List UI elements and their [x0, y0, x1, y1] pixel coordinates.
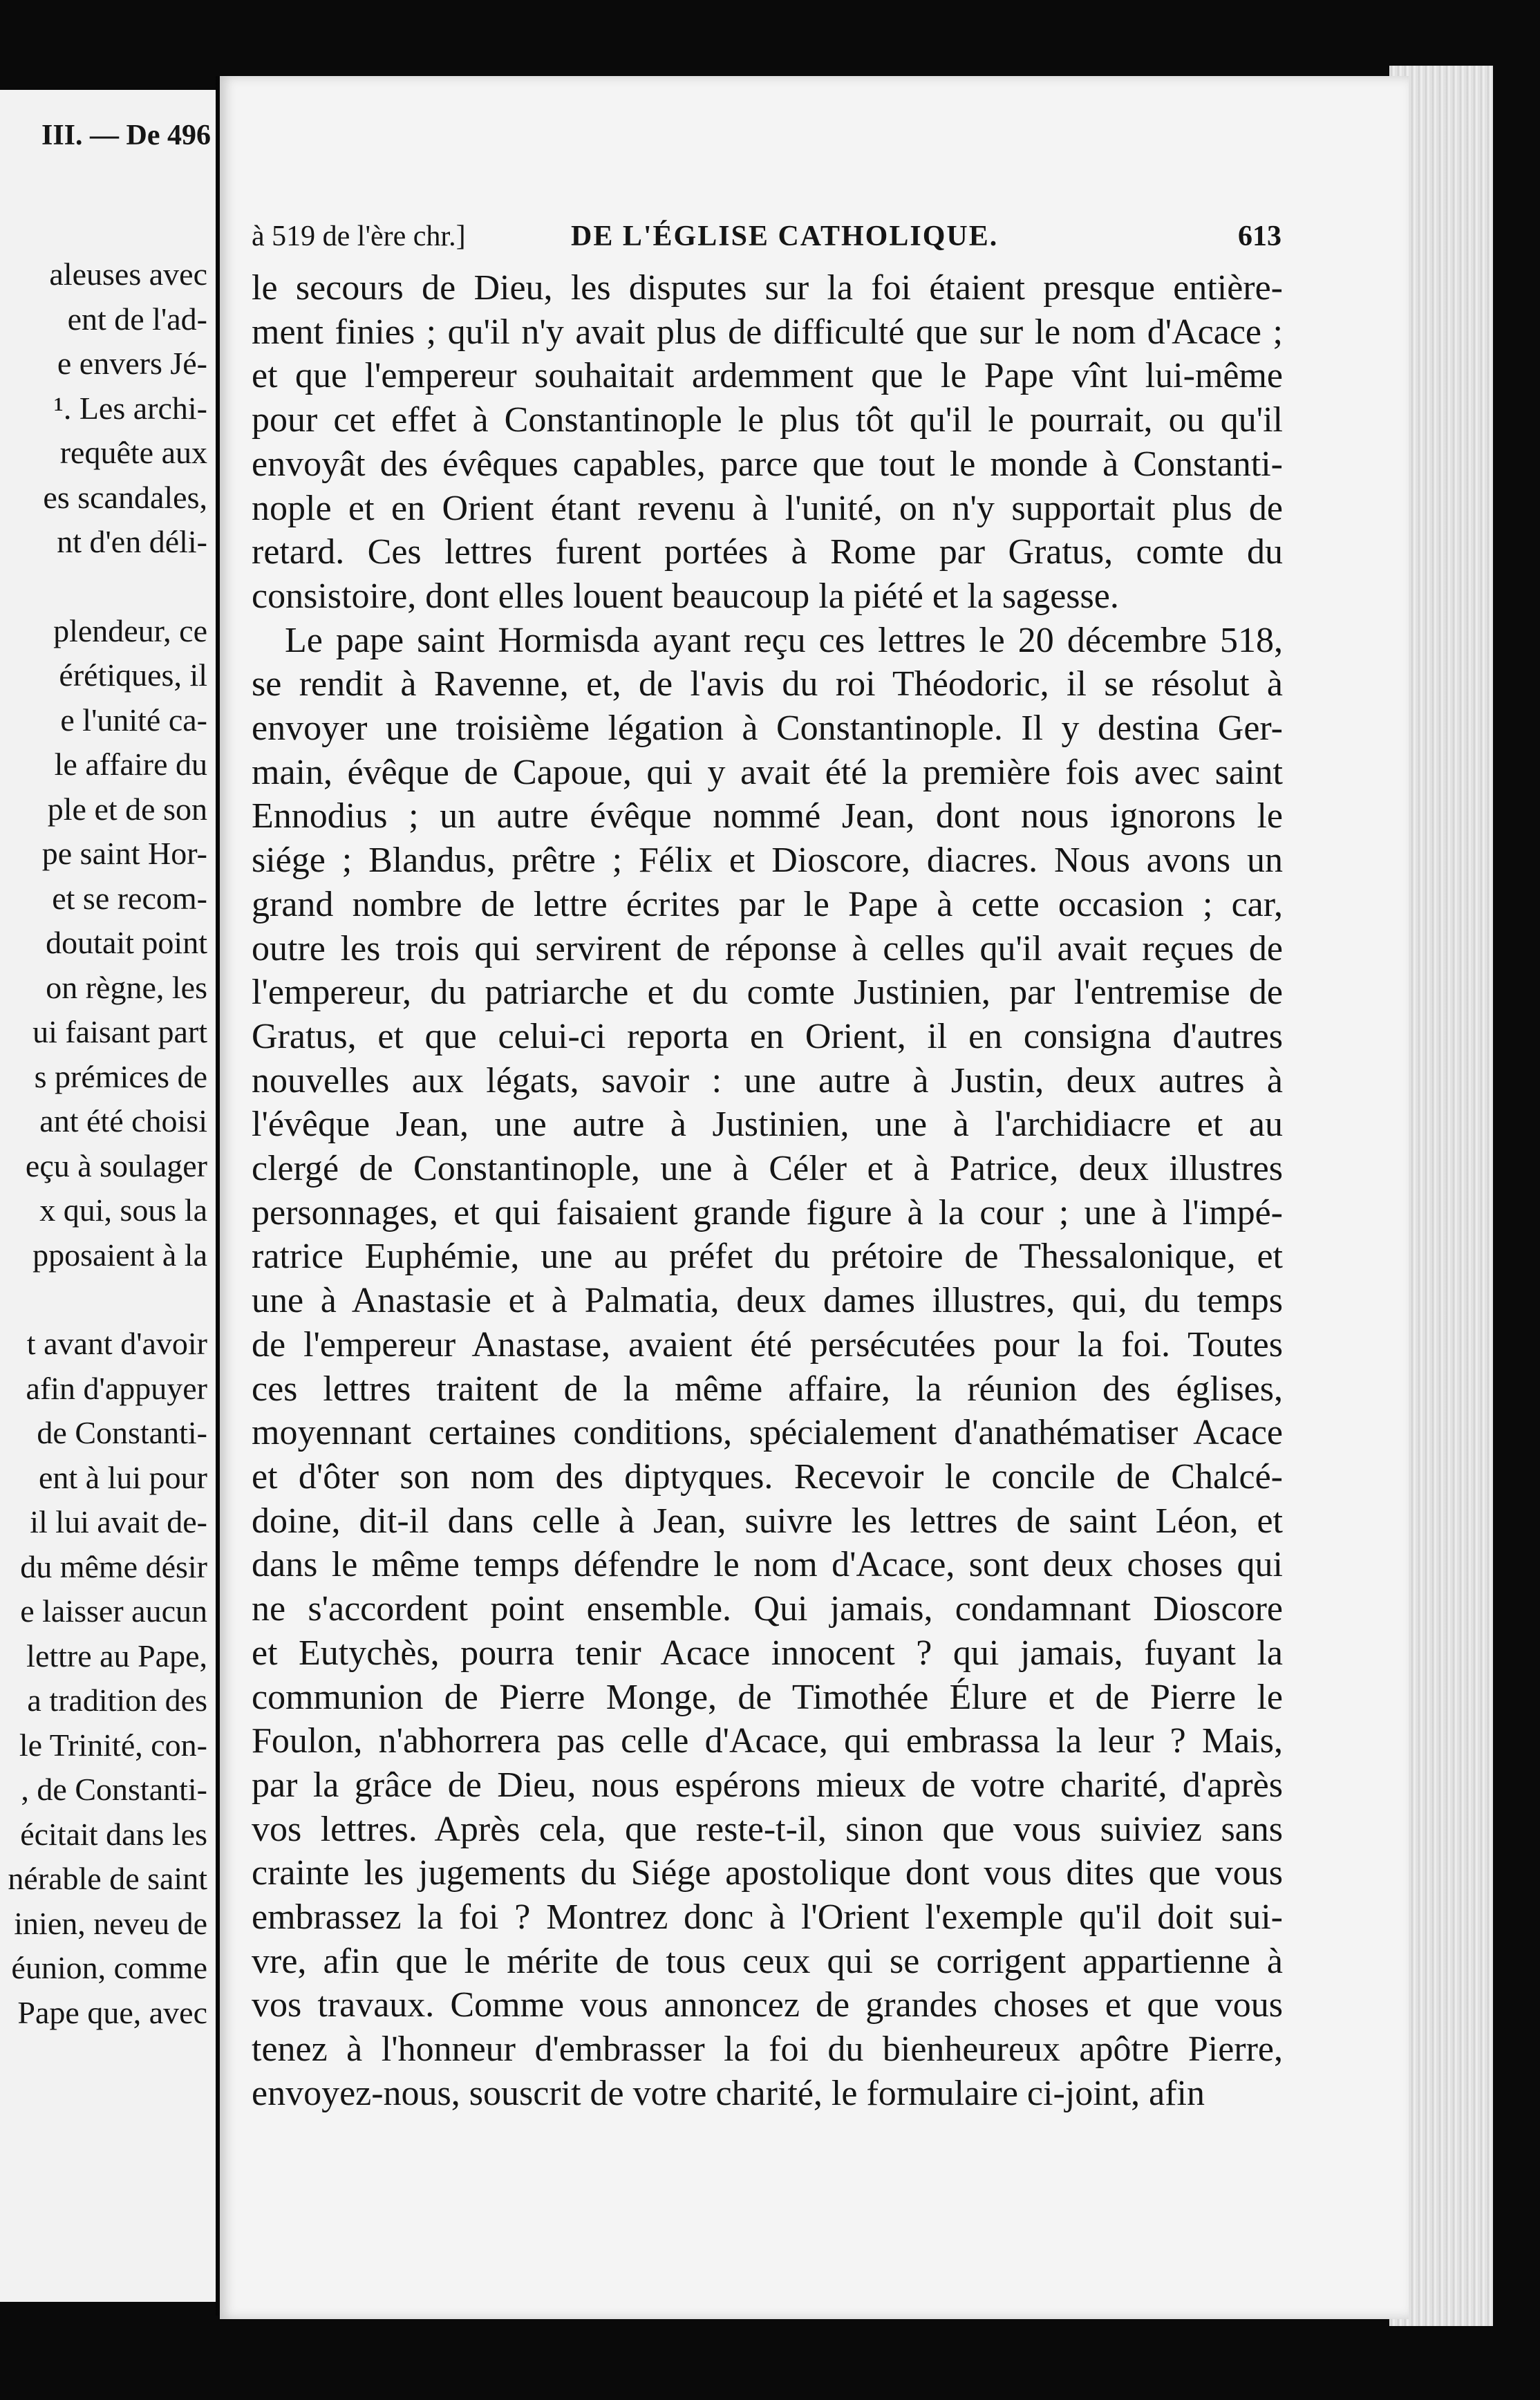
- text-line: communion de Pierre Monge, de Timothée Élure et de Pierre le: [252, 1677, 1283, 1717]
- running-head-date-range: à 519 de l'ère chr.]: [252, 221, 466, 252]
- text-line: e laisser aucun: [20, 1593, 207, 1629]
- text-line: plendeur, ce: [53, 612, 207, 648]
- running-head-title: DE L'ÉGLISE CATHOLIQUE.: [571, 221, 999, 252]
- text-line: grand nombre de lettre écrites par le Pape à cette occasion ; car,: [252, 884, 1283, 924]
- text-line: ant été choisi: [39, 1103, 207, 1138]
- text-line: consistoire, dont elles louent beaucoup la piété et la sagesse.: [252, 576, 1119, 616]
- text-line: par la grâce de Dieu, nous espérons mieux de votre charité, d'après: [252, 1765, 1283, 1805]
- text-line: et d'ôter son nom des diptyques. Recevoir le concile de Chalcé-: [252, 1456, 1283, 1497]
- text-line: envoyez-nous, souscrit de votre charité, le formulaire ci-joint, afin: [252, 2073, 1205, 2113]
- text-line: on règne, les: [46, 969, 207, 1005]
- text-line: pposaient à la: [32, 1237, 207, 1273]
- text-line: une à Anastasie et à Palmatia, deux dames illustres, qui, du temps: [252, 1281, 1283, 1321]
- text-line: personnages, et qui faisaient grande figure à la cour ; une à l'impé-: [252, 1192, 1283, 1232]
- text-line: nople et en Orient étant revenu à l'unité, on n'y supportait plus de: [252, 488, 1283, 528]
- text-line: aleuses avec: [49, 256, 207, 292]
- text-line: siége ; Blandus, prêtre ; Félix et Dioscore, diacres. Nous avons un: [252, 841, 1283, 881]
- text-line: Foulon, n'abhorrera pas celle d'Acace, qui embrassa la leur ? Mais,: [252, 1721, 1283, 1761]
- text-line: ui faisant part: [32, 1014, 207, 1049]
- text-line: moyennant certaines conditions, spécialement d'anathématiser Acace: [252, 1413, 1283, 1453]
- text-line: s prémices de: [34, 1058, 207, 1094]
- running-head: [252, 220, 1281, 261]
- text-line: de l'empereur Anastase, avaient été persécutées pour la foi. Toutes: [252, 1324, 1283, 1365]
- text-line: de Constanti-: [37, 1415, 207, 1450]
- text-line: se rendit à Ravenne, et, de l'avis du roi Théodoric, il se résolut à: [252, 664, 1283, 704]
- text-line: dans le même temps défendre le nom d'Acace, sont deux choses qui: [252, 1545, 1283, 1585]
- text-line: clergé de Constantinople, une à Céler et à Patrice, deux illustres: [252, 1149, 1283, 1189]
- text-line: eçu à soulager: [25, 1147, 207, 1183]
- text-line: doine, dit-il dans celle à Jean, suivre les lettres de saint Léon, et: [252, 1501, 1283, 1541]
- text-line: vre, afin que le mérite de tous ceux qui se corrigent appartienne à: [252, 1941, 1283, 1981]
- page-number: 613: [1238, 221, 1281, 252]
- text-line: Le pape saint Hormisda ayant reçu ces lettres le 20 décembre 518,: [285, 620, 1283, 660]
- paragraph-gap: [0, 565, 207, 609]
- text-line: crainte les jugements du Siége apostolique dont vous dites que vous: [252, 1853, 1283, 1893]
- text-line: lettre au Pape,: [26, 1638, 207, 1674]
- left-running-head: III. — De 496: [41, 120, 211, 151]
- text-line: l'empereur, du patriarche et du comte Justinien, par l'entremise de: [252, 973, 1283, 1013]
- text-line: pe saint Hor-: [41, 836, 207, 871]
- text-line: et que l'empereur souhaitait ardemment que le Pape vînt lui-même: [252, 356, 1283, 396]
- text-line: nt d'en déli-: [57, 524, 207, 559]
- text-line: retard. Ces lettres furent portées à Rome par Gratus, comte du: [252, 532, 1283, 572]
- text-line: envoyât des évêques capables, parce que tout le monde à Constanti-: [252, 444, 1283, 484]
- text-line: e l'unité ca-: [60, 702, 207, 738]
- text-line: vos travaux. Comme vous annoncez de grandes choses et que vous: [252, 1985, 1283, 2025]
- text-line: requête aux: [59, 435, 207, 470]
- right-page-text: [252, 266, 1283, 2116]
- text-line: afin d'appuyer: [26, 1370, 207, 1406]
- text-line: envoyer une troisième légation à Constantinople. Il y destina Ger-: [252, 709, 1283, 749]
- text-line: es scandales,: [43, 479, 207, 515]
- text-line: érétiques, il: [59, 657, 207, 693]
- text-line: a tradition des: [27, 1682, 207, 1718]
- text-line: il lui avait de-: [30, 1504, 207, 1539]
- text-line: nouvelles aux légats, savoir : une autre à Justin, deux autres à: [252, 1060, 1283, 1100]
- text-line: du même désir: [20, 1548, 207, 1584]
- text-line: ment finies ; qu'il n'y avait plus de difficulté que sur le nom d'Acace ;: [252, 312, 1283, 352]
- text-line: x qui, sous la: [39, 1192, 207, 1228]
- text-line: embrassez la foi ? Montrez donc à l'Orient l'exemple qu'il doit sui-: [252, 1897, 1283, 1938]
- text-line: ne s'accordent point ensemble. Qui jamais, condamnant Dioscore: [252, 1589, 1283, 1629]
- text-line: ces lettres traitent de la même affaire, la réunion des églises,: [252, 1369, 1283, 1409]
- text-line: et se recom-: [52, 880, 207, 916]
- text-line: et Eutychès, pourra tenir Acace innocent ? qui jamais, fuyant la: [252, 1633, 1283, 1673]
- text-line: le secours de Dieu, les disputes sur la foi étaient presque entière-: [252, 268, 1283, 308]
- text-line: éunion, comme: [11, 1950, 207, 1985]
- text-line: le Trinité, con-: [19, 1727, 207, 1763]
- text-line: t avant d'avoir: [26, 1326, 207, 1361]
- text-line: ent de l'ad-: [67, 301, 207, 337]
- text-line: le affaire du: [54, 747, 207, 782]
- text-line: ratrice Euphémie, une au préfet du prétoire de Thessalonique, et: [252, 1237, 1283, 1277]
- text-line: Ennodius ; un autre évêque nommé Jean, dont nous ignorons le: [252, 796, 1283, 836]
- text-line: pour cet effet à Constantinople le plus tôt qu'il le pourrait, ou qu'il: [252, 400, 1283, 440]
- text-line: main, évêque de Capoue, qui y avait été la première fois avec saint: [252, 752, 1283, 792]
- text-line: ¹. Les archi-: [54, 390, 207, 426]
- text-line: vos lettres. Après cela, que reste-t-il, sinon que vous suiviez sans: [252, 1809, 1283, 1849]
- text-line: e envers Jé-: [57, 346, 207, 381]
- text-line: ent à lui pour: [39, 1459, 207, 1495]
- text-line: nérable de saint: [8, 1861, 207, 1896]
- paragraph-gap: [0, 1277, 207, 1322]
- text-line: tenez à l'honneur d'embrasser la foi du bienheureux apôtre Pierre,: [252, 2029, 1283, 2070]
- text-line: écitait dans les: [20, 1816, 207, 1852]
- text-line: Gratus, et que celui-ci reporta en Orient, il en consigna d'autres: [252, 1016, 1283, 1056]
- text-line: inien, neveu de: [14, 1905, 207, 1941]
- text-line: doutait point: [46, 925, 207, 960]
- text-line: ple et de son: [47, 791, 207, 827]
- left-page-text: [0, 252, 207, 2035]
- text-line: Pape que, avec: [17, 1994, 207, 2030]
- text-line: l'évêque Jean, une autre à Justinien, une à l'archidiacre et au: [252, 1105, 1283, 1145]
- text-line: , de Constanti-: [21, 1772, 207, 1807]
- text-line: outre les trois qui servirent de réponse à celles qu'il avait reçues de: [252, 928, 1283, 968]
